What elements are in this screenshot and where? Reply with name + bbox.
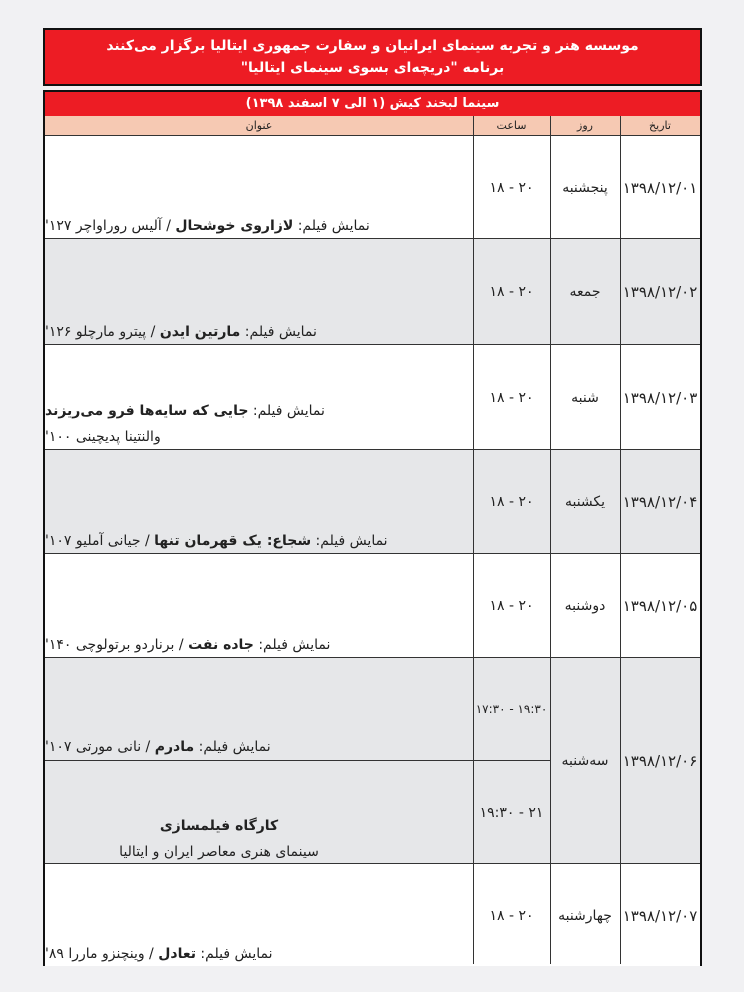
film-line: نمایش فیلم: جاده نفت / برناردو برتولوچی ۱۴۰' [45, 637, 331, 653]
header-day: روز [550, 116, 620, 135]
table-row [45, 553, 700, 657]
film-line: نمایش فیلم: مارتین ایدن / پیترو مارچلو ۱۲۶' [45, 324, 317, 340]
day-cell: سه‌شنبه [561, 753, 609, 769]
time-cell: ۲۰ - ۱۸ [489, 598, 534, 614]
title-cell [45, 554, 473, 658]
film-line: نمایش فیلم: شجاع: یک قهرمان تنها / جیانی آملیو ۱۰۷' [45, 533, 388, 549]
table-row [45, 135, 700, 238]
column-divider [473, 116, 474, 964]
column-divider [620, 116, 621, 964]
title-cell [45, 239, 473, 345]
time-cell: ۲۰ - ۱۸ [489, 179, 534, 196]
day-cell: یکشنبه [564, 494, 606, 510]
table-row [45, 863, 700, 966]
date-cell: ۱۳۹۸/۱۲/۰۶ [622, 752, 698, 770]
column-divider [550, 116, 551, 964]
day-cell: جمعه [569, 284, 601, 300]
table-row [45, 344, 700, 449]
date-cell: ۱۳۹۸/۱۲/۰۵ [622, 597, 698, 615]
time-cell: ۲۰ - ۱۸ [489, 907, 534, 924]
day-cell: دوشنبه [564, 598, 606, 614]
date-cell: ۱۳۹۸/۱۲/۰۴ [622, 493, 698, 511]
workshop-subtitle: سینمای هنری معاصر ایران و ایتالیا [119, 844, 319, 860]
title-cell [45, 345, 473, 450]
table-row [45, 449, 700, 553]
film-line: نمایش فیلم: جایی که سایه‌ها فرو می‌ریزند [45, 403, 325, 419]
workshop-title: کارگاه فیلمسازی [159, 818, 279, 834]
schedule-table [43, 90, 702, 966]
time-cell: ۲۰ - ۱۸ [489, 494, 534, 510]
film-line: نمایش فیلم: لازاروی خوشحال / آلیس روراواچر ۱۲۷' [45, 218, 370, 234]
film-line: نمایش فیلم: مادرم / نانی مورتی ۱۰۷' [45, 739, 271, 755]
time-cell: ۱۹:۳۰ - ۱۷:۳۰ [475, 702, 548, 716]
film-line: نمایش فیلم: تعادل / وینچنزو ماررا ۸۹' [45, 946, 273, 962]
header-date: تاریخ [620, 116, 700, 135]
day-cell: چهارشنبه [558, 907, 612, 924]
date-cell: ۱۳۹۸/۱۲/۰۱ [622, 178, 698, 197]
banner-line-2: برنامه "دریچه‌ای بسوی سینمای ایتالیا" [240, 60, 505, 76]
date-cell: ۱۳۹۸/۱۲/۰۳ [622, 388, 698, 407]
film-director: والنتینا پدیچینی ۱۰۰' [45, 429, 161, 445]
time-cell: ۲۰ - ۱۸ [489, 284, 534, 300]
day-cell: شنبه [571, 389, 599, 406]
table-row [45, 238, 700, 344]
title-cell [45, 136, 473, 239]
time-cell: ۲۰ - ۱۸ [489, 389, 534, 406]
date-cell: ۱۳۹۸/۱۲/۰۲ [622, 283, 698, 301]
title-cell [45, 450, 473, 554]
time-cell: ۲۱ - ۱۹:۳۰ [479, 805, 544, 821]
workshop-cell [45, 761, 473, 865]
header-time: ساعت [473, 116, 550, 135]
banner-line-1: موسسه هنر و تجربه سینمای ایرانیان و سفارت جمهوری ایتالیا برگزار می‌کنند [106, 38, 639, 54]
date-cell: ۱۳۹۸/۱۲/۰۷ [622, 906, 698, 925]
table-subtitle: سینما لبخند کیش (۱ الی ۷ اسفند ۱۳۹۸) [45, 92, 700, 116]
title-cell [45, 864, 473, 967]
header-banner [43, 28, 702, 86]
header-title: عنوان [45, 116, 473, 135]
day-cell: پنجشنبه [562, 179, 608, 196]
table-row [45, 657, 700, 863]
title-cell [45, 658, 473, 760]
